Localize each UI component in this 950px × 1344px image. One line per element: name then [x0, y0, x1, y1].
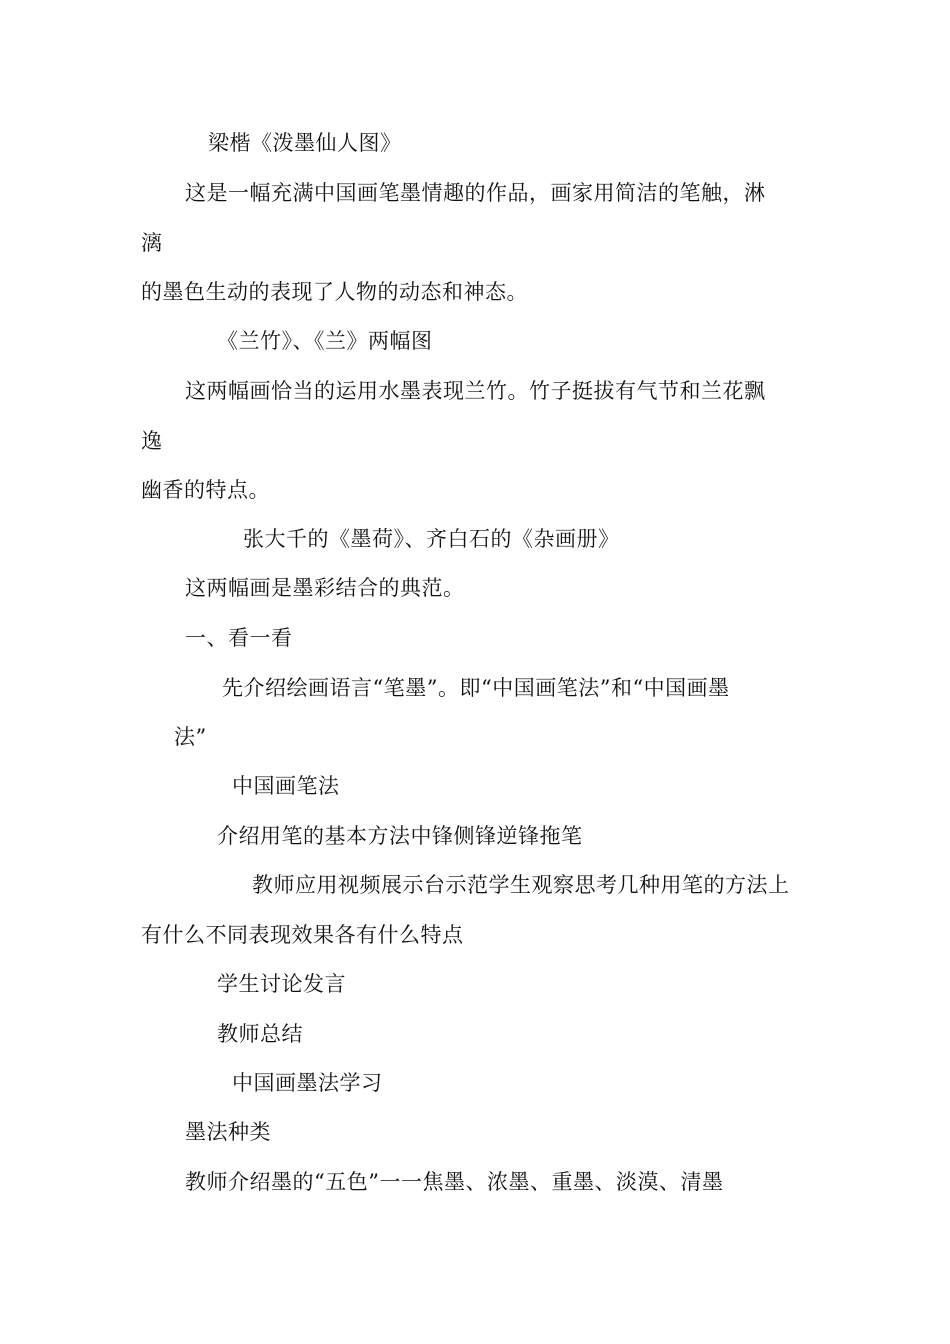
text-line-5: 《兰竹》、《兰》两幅图 — [217, 329, 433, 353]
text-line-21: 墨法种类 — [185, 1120, 271, 1144]
text-line-1: 梁楷《泼墨仙人图》 — [208, 131, 402, 155]
text-line-16: 教师应用视频展示台示范学生观察思考几种用笔的方法上 — [252, 873, 790, 897]
text-line-6: 这两幅画恰当的运用水墨表现兰竹。竹子挺拔有气节和兰花飘 — [185, 379, 766, 403]
text-line-4: 的墨色生动的表现了人物的动态和神态。 — [141, 280, 528, 304]
text-line-8: 幽香的特点。 — [141, 478, 270, 502]
text-line-20: 中国画墨法学习 — [232, 1071, 383, 1095]
text-line-12: 先介绍绘画语言“笔墨”。即“中国画笔法”和“中国画墨 — [222, 676, 730, 700]
text-line-22: 教师介绍墨的“五色”一一焦墨、浓墨、重墨、淡漠、清墨 — [185, 1170, 724, 1194]
text-line-7: 逸 — [141, 429, 163, 453]
text-line-9: 张大千的《墨荷》、齐白石的《杂画册》 — [243, 527, 620, 551]
text-line-10: 这两幅画是墨彩结合的典范。 — [185, 576, 465, 600]
text-line-19: 教师总结 — [217, 1022, 303, 1046]
text-line-3: 漓 — [141, 231, 163, 255]
text-line-17: 有什么不同表现效果各有什么特点 — [141, 923, 464, 947]
text-line-15: 介绍用笔的基本方法中锋侧锋逆锋拖笔 — [217, 824, 583, 848]
text-line-13: 法” — [174, 725, 207, 749]
text-line-2: 这是一幅充满中国画笔墨情趣的作品，画家用简洁的笔触，淋 — [185, 181, 766, 205]
text-line-14: 中国画笔法 — [232, 774, 340, 798]
text-line-18: 学生讨论发言 — [217, 972, 346, 996]
text-line-11: 一、看一看 — [185, 626, 293, 650]
